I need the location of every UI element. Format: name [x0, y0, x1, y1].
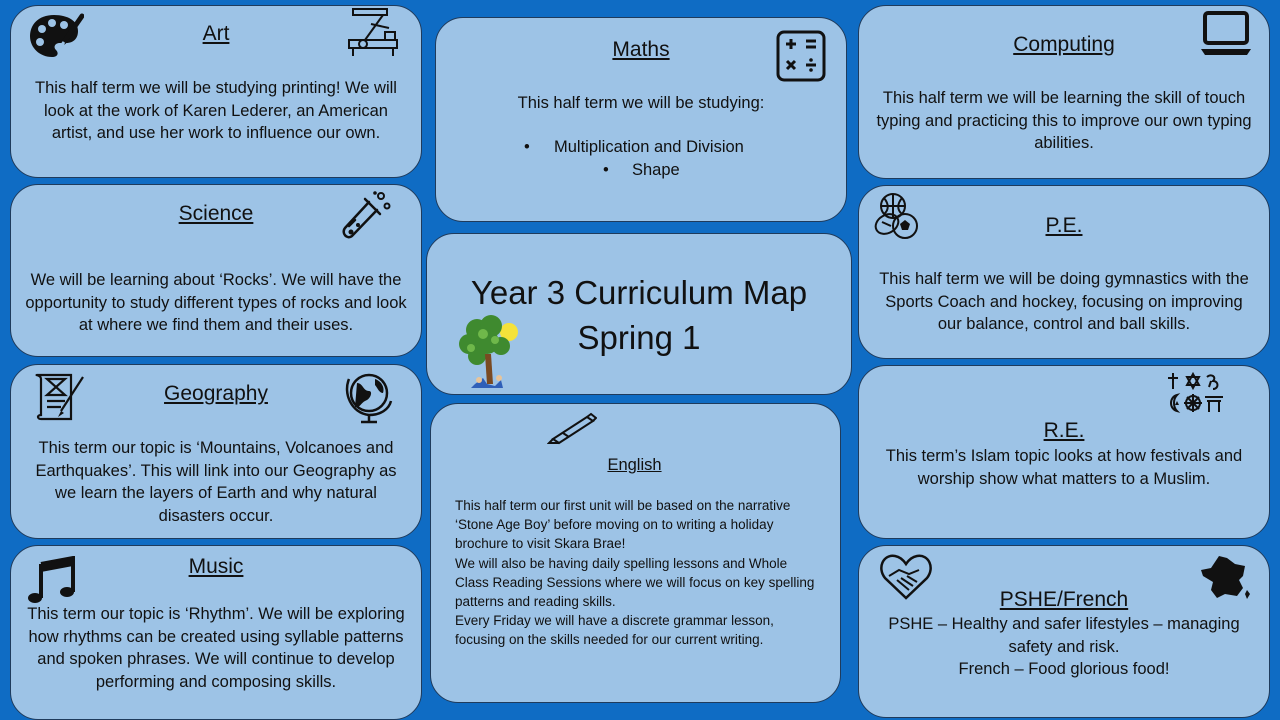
english-description [455, 496, 822, 650]
art-description: This half term we will be studying printing! We will look at the work of Karen Lederer, an American artist, and use her work to influence our own. [35, 79, 397, 142]
maths-title: Maths [612, 38, 670, 61]
maths-card [435, 17, 847, 222]
religious-symbols-icon [1163, 371, 1225, 413]
pshe-description: PSHE – Healthy and safer lifestyles – managing safety and risk. [888, 615, 1240, 656]
page-title: Year 3 Curriculum Map [470, 274, 808, 311]
computing-card [858, 5, 1270, 179]
pshe-french-card [858, 545, 1270, 718]
list-item: • Multiplication and Division [524, 138, 744, 156]
english-paragraph-3: Every Friday we will have a discrete grammar lesson, focusing on the skills needed for our current writing. [455, 613, 774, 648]
music-description: This term our topic is ‘Rhythm’. We will be exploring how rhythms can be created using syllable patterns and spoken phrases. We will continue to develop performing and composing skills. [27, 605, 405, 691]
computing-title: Computing [1013, 33, 1115, 56]
calculator-icon [776, 30, 826, 82]
art-card [10, 5, 422, 178]
laptop-icon [1199, 9, 1253, 57]
pen-icon [547, 411, 597, 445]
tree-icon [457, 314, 525, 392]
english-paragraph-2: We will also be having daily spelling lessons and Whole Class Reading Sessions where we will focus on key spelling patterns and reading skills. [455, 555, 815, 610]
music-card [10, 545, 422, 720]
pe-description: This half term we will be doing gymnastics with the Sports Coach and hockey, focusing on improving our balance, control and ball skills. [879, 270, 1249, 333]
test-tube-icon [339, 190, 393, 242]
science-card [10, 184, 422, 357]
printing-press-icon [345, 6, 401, 60]
art-title: Art [202, 22, 230, 45]
science-title: Science [178, 202, 254, 225]
center-title-card [426, 233, 852, 395]
maths-bullet-list [436, 136, 846, 181]
re-description: This term’s Islam topic looks at how festivals and worship show what matters to a Muslim. [885, 447, 1243, 488]
computing-description: This half term we will be learning the skill of touch typing and practicing this to improve our own typing abilities. [876, 89, 1252, 152]
globe-icon [341, 369, 397, 425]
re-title: R.E. [1043, 419, 1085, 442]
english-title: English [607, 456, 662, 474]
maths-intro: This half term we will be studying: [517, 94, 765, 112]
page-subtitle: Spring 1 [577, 319, 701, 356]
geography-title: Geography [164, 382, 268, 405]
english-card [430, 403, 841, 703]
pshe-french-title: PSHE/French [999, 588, 1129, 611]
pe-card [858, 185, 1270, 359]
english-paragraph-1: This half term our first unit will be based on the narrative ‘Stone Age Boy’ before moving on to writing a holiday brochure to visit Skara Brae! [455, 498, 791, 552]
re-card [858, 365, 1270, 539]
geography-card [10, 364, 422, 539]
pe-title: P.E. [1045, 214, 1083, 237]
french-description: French – Food glorious food! [958, 660, 1170, 678]
geography-description: This term our topic is ‘Mountains, Volcanoes and Earthquakes’. This will link into our Geography as we learn the layers of Earth and why natural disasters occur. [35, 439, 397, 525]
science-description: We will be learning about ‘Rocks’. We will have the opportunity to study different types of rocks and look at where we find them and their uses. [25, 271, 407, 334]
music-title: Music [188, 555, 244, 578]
list-item: • Shape [603, 160, 680, 179]
